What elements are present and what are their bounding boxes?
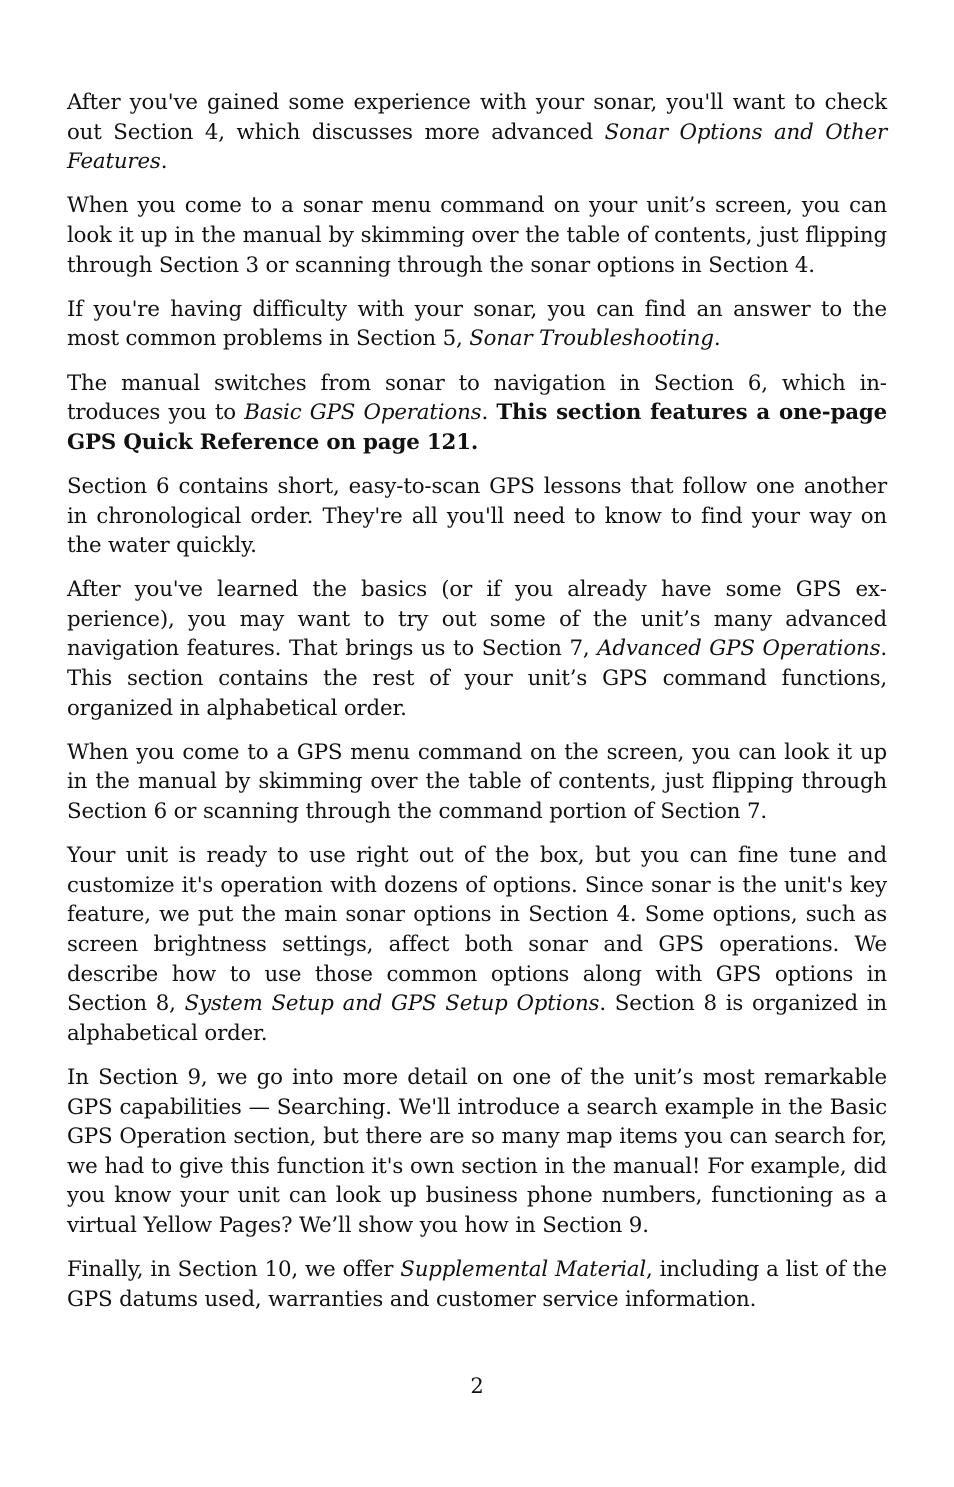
paragraph-text: . This section contains the rest of your unit’s GPS command functions, organized in alphabetical order. <box>67 636 887 721</box>
paragraph-supplemental <box>67 1255 887 1314</box>
paragraph-text: . <box>160 149 168 175</box>
paragraph-text: When you come to a sonar menu command on your unit’s screen, you can look it up in the manual by skimming over the table of contents, just flipping through Section 3 or scanning through the sonar options in Section 4. <box>67 193 887 278</box>
paragraph-text: In Section 9, we go into more detail on one of the unit’s most remarkable GPS capabilities — Searching. We'll introduce a search example in the Basic GPS Operation section, but there are so many map items you can search for, we had to give this function it's own section in the manual! For example, did you know your unit can look up business phone numbers, functioning as a virtual Yellow Pages? We’ll show you how in Section 9. <box>67 1064 887 1238</box>
paragraph-gps-lessons <box>67 472 887 561</box>
paragraph-text: Section 6 contains short, easy-to-scan GPS lessons that follow one another in chronological order. They're all you'll need to know to find your way on the water quickly. <box>67 473 887 559</box>
paragraph-text: After you've learned the basics (or if you already have some GPS experience), you may want to try out some of the unit’s many advanced navigation features. That brings us to Section 7, <box>67 577 887 662</box>
paragraph-text: When you come to a GPS menu command on the screen, you can look it up in the manual by skimming over the table of contents, just flipping through Section 6 or scanning through the command portion of Section 7. <box>67 739 887 825</box>
paragraph-troubleshooting <box>67 295 887 354</box>
page-number: 2 <box>470 1374 484 1398</box>
bold-quick-reference-note: This section features a one-page GPS Quick Reference on page 121. <box>67 400 887 455</box>
paragraph-navigation-section-6 <box>67 369 887 458</box>
paragraph-text: . <box>481 400 497 426</box>
emphasis-title: Advanced GPS Operations <box>597 636 881 662</box>
paragraph-gps-menu-lookup <box>67 738 887 827</box>
paragraph-text: , including a list of the GPS datums used, warranties and customer service information. <box>67 1257 887 1312</box>
paragraph-advanced-gps <box>67 575 887 723</box>
emphasis-title: Basic GPS Operations <box>244 400 482 426</box>
paragraph-text: . <box>713 326 721 352</box>
page-body <box>67 88 887 1329</box>
paragraph-text: Finally, in Section 10, we offer <box>67 1257 401 1283</box>
paragraph-text: The manual switches from sonar to navigation in Section 6, which introduces you to <box>67 370 887 426</box>
emphasis-title: System Setup and GPS Setup Options <box>184 991 600 1017</box>
emphasis-title: Sonar Troubleshooting <box>469 326 714 352</box>
paragraph-searching <box>67 1063 887 1241</box>
paragraph-text: . Section 8 is organized in alphabetical order. <box>67 991 887 1046</box>
paragraph-section-4-intro <box>67 88 887 177</box>
emphasis-title: Sonar Options and Other Features <box>67 119 887 175</box>
emphasis-title: Supplemental Material <box>400 1257 646 1283</box>
paragraph-text: If you're having difficulty with your sonar, you can find an answer to the most common problems in Section 5, <box>67 296 887 352</box>
paragraph-sonar-menu-lookup <box>67 191 887 280</box>
paragraph-system-setup <box>67 841 887 1048</box>
paragraph-text: After you've gained some experience with your sonar, you'll want to check out Section 4, which discusses more advanced <box>67 90 887 145</box>
paragraph-text: Your unit is ready to use right out of the box, but you can fine tune and customize it's operation with dozens of options. Since sonar is the unit's key feature, we put the main sonar options in Section 4. Some options, such as screen brightness settings, affect both sonar and GPS operations. We describe how to use those common options along with GPS options in Section 8, <box>67 843 887 1017</box>
